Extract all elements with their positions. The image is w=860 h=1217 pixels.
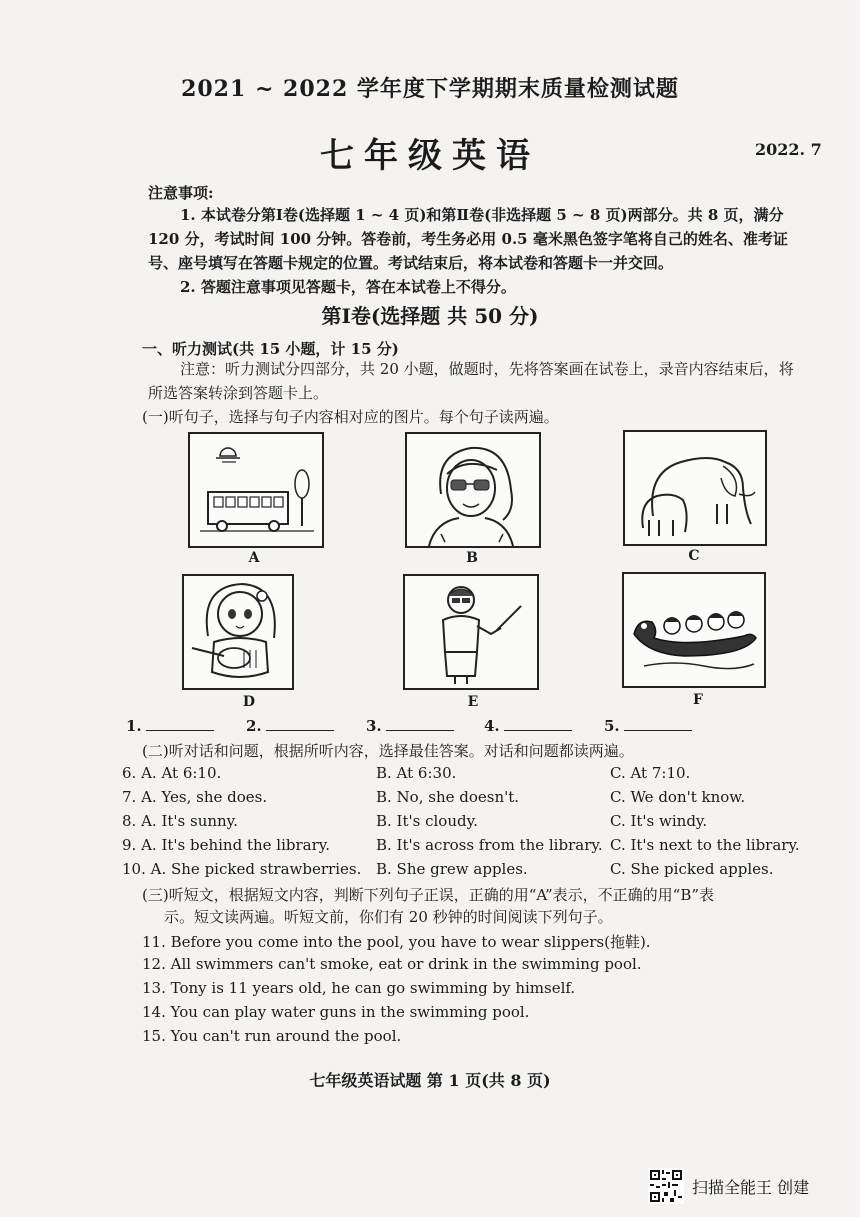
answer-blank-5[interactable]: 5. [604,716,692,735]
scanner-watermark [648,1168,809,1204]
question-9-option-c: C. It's next to the library. [610,836,800,854]
picture-c-elephants [623,430,767,546]
question-6-option-b: B. At 6:30. [376,764,457,782]
answer-blank-2[interactable]: 2. [246,716,334,735]
statement-12: 12. All swimmers can't smoke, eat or drink in the swimming pool. [142,955,642,973]
statement-15: 15. You can't run around the pool. [142,1027,402,1045]
exam-date: 2022. 7 [755,140,822,159]
qr-code-icon [648,1168,684,1204]
question-7-option-b: B. No, she doesn't. [376,788,520,806]
picture-d-girl-guitar [182,574,294,690]
question-9-option-b: B. It's across from the library. [376,836,603,854]
exam-title: 2021 ~ 2022 学年度下学期期末质量检测试题 [181,76,679,102]
question-9-option-a: 9. A. It's behind the library. [122,836,331,854]
notice-heading: 注意事项: [148,184,214,202]
picture-label-a: A [248,550,260,566]
subsection-3-heading-line2: 示。短文读两遍。听短文前，你们有 20 秒钟的时间阅读下列句子。 [164,908,613,926]
question-8-option-b: B. It's cloudy. [376,812,478,830]
answer-blank-4[interactable]: 4. [484,716,572,735]
picture-f-dragon-boat [622,572,766,688]
question-6-option-c: C. At 7:10. [610,764,691,782]
question-10-option-a: 10. A. She picked strawberries. [122,860,362,878]
picture-label-b: B [466,550,478,566]
question-7-option-a: 7. A. Yes, she does. [122,788,268,806]
statement-13: 13. Tony is 11 years old, he can go swimming by himself. [142,979,576,997]
subject-title: 七年级英语 [320,136,540,176]
page-footer: 七年级英语试题 第 1 页(共 8 页) [309,1071,551,1090]
picture-e-teacher-pointer [403,574,539,690]
question-7-option-c: C. We don't know. [610,788,746,806]
subsection-2-heading: (二)听对话和问题，根据所听内容，选择最佳答案。对话和问题都读两遍。 [142,742,634,760]
picture-label-d: D [242,694,256,710]
answer-blank-3[interactable]: 3. [366,716,454,735]
question-10-option-b: B. She grew apples. [376,860,528,878]
question-8-option-a: 8. A. It's sunny. [122,812,238,830]
subsection-1-heading: (一)听句子，选择与句子内容相对应的图片。每个句子读两遍。 [142,408,559,426]
listening-part-heading: 一、听力测试(共 15 小题，计 15 分) [142,340,399,358]
answer-blank-1[interactable]: 1. [126,716,214,735]
notice-item-1: 1. 本试卷分第Ⅰ卷(选择题 1 ~ 4 页)和第Ⅱ卷(非选择题 5 ~ 8 页)两部分。共 8 页，满分 120 分，考试时间 100 分钟。答卷前，考生务必用 0.5 毫米黑色签字笔将自己的姓名、准考证号、座号填写在答题卡规定的位置。考试结束后，将本试卷和答题卡一并交回。 [148,206,788,272]
scanner-text: 扫描全能王 创建 [692,1177,810,1197]
section-heading: 第Ⅰ卷(选择题 共 50 分) [321,304,539,328]
question-8-option-c: C. It's windy. [610,812,708,830]
notice-item-2: 2. 答题注意事项见答题卡，答在本试卷上不得分。 [180,278,516,296]
statement-11: 11. Before you come into the pool, you have to wear slippers(拖鞋). [142,933,651,951]
question-6-option-a: 6. A. At 6:10. [122,764,222,782]
question-10-option-c: C. She picked apples. [610,860,774,878]
subsection-3-heading-line1: (三)听短文，根据短文内容，判断下列句子正误，正确的用“A”表示，不正确的用“B”表 [142,886,715,904]
picture-label-e: E [467,694,479,710]
picture-a-bus [188,432,324,548]
listening-note: 注意：听力测试分四部分，共 20 小题，做题时，先将答案画在试卷上，录音内容结束后，将所选答案转涂到答题卡上。 [148,360,794,402]
picture-label-c: C [688,548,700,564]
statement-14: 14. You can play water guns in the swimming pool. [142,1003,530,1021]
picture-label-f: F [693,692,703,708]
picture-b-woman-glasses [405,432,541,548]
